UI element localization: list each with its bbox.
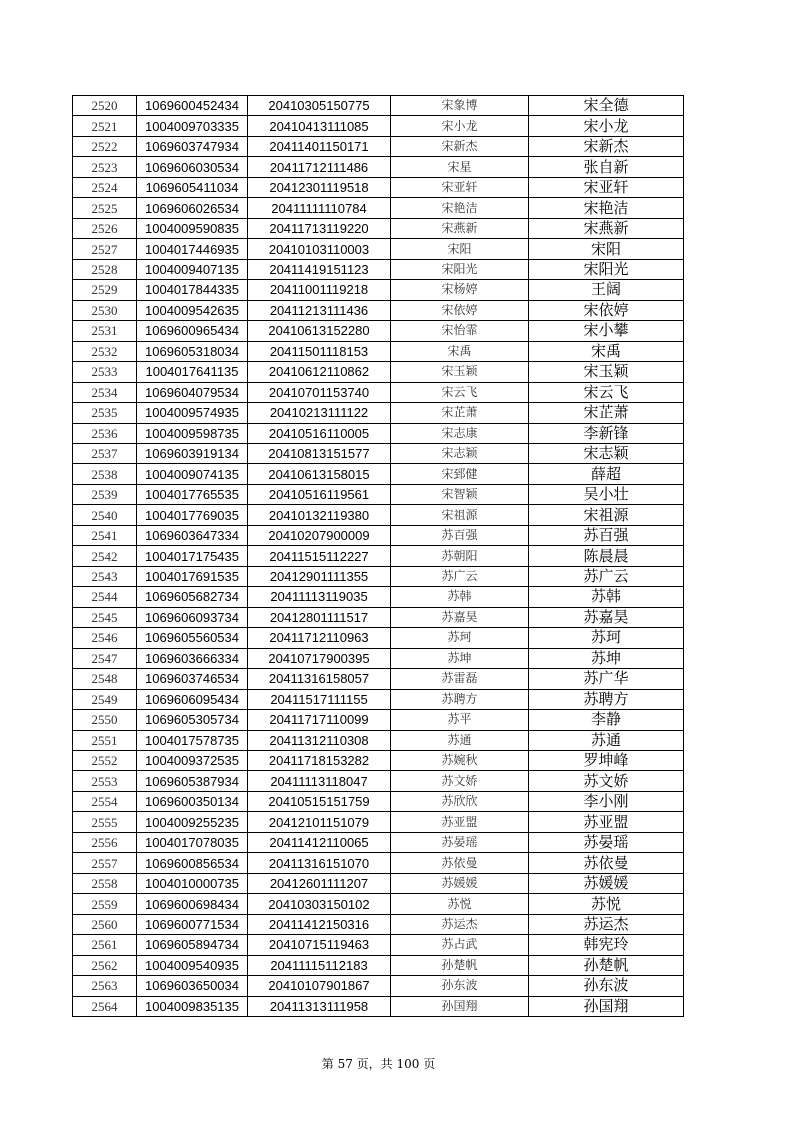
row-number-cell: 2535: [73, 403, 137, 423]
name-cell: 宋阳: [391, 239, 529, 259]
table-row: [73, 955, 684, 975]
name-cell: 苏平: [391, 710, 529, 730]
exam-id-cell: 1004017446935: [137, 239, 248, 259]
name-cell: 苏欣欣: [391, 791, 529, 811]
table-row: [73, 566, 684, 586]
table-row: [73, 976, 684, 996]
row-number-cell: 2526: [73, 218, 137, 238]
row-number-cell: 2561: [73, 935, 137, 955]
row-number-cell: 2537: [73, 443, 137, 463]
ticket-number-cell: 20411412150316: [248, 914, 391, 934]
table-row: [73, 730, 684, 750]
ticket-number-cell: 20411213111436: [248, 300, 391, 320]
row-number-cell: 2543: [73, 566, 137, 586]
name-cell: 宋郅健: [391, 464, 529, 484]
table-row: [73, 751, 684, 771]
row-number-cell: 2545: [73, 607, 137, 627]
ticket-number-cell: 20411712111486: [248, 157, 391, 177]
ticket-number-cell: 20411717110099: [248, 710, 391, 730]
row-number-cell: 2539: [73, 484, 137, 504]
ticket-number-cell: 20412101151079: [248, 812, 391, 832]
exam-id-cell: 1004009598735: [137, 423, 248, 443]
table-row: [73, 96, 684, 116]
ticket-number-cell: 20411313111958: [248, 996, 391, 1016]
exam-id-cell: 1069604079534: [137, 382, 248, 402]
ticket-number-cell: 20410132119380: [248, 505, 391, 525]
table-row: [73, 443, 684, 463]
exam-id-cell: 1004009074135: [137, 464, 248, 484]
name-cell: 孙楚帆: [391, 955, 529, 975]
name-cell: 苏百强: [391, 525, 529, 545]
row-number-cell: 2559: [73, 894, 137, 914]
table-row: [73, 382, 684, 402]
name-cell: 宋依婷: [391, 300, 529, 320]
actual-name-cell: 苏坤: [529, 648, 684, 668]
records-table: [72, 95, 684, 1017]
ticket-number-cell: 20410717900395: [248, 648, 391, 668]
table-row: [73, 136, 684, 156]
actual-name-cell: 宋志颖: [529, 443, 684, 463]
actual-name-cell: 宋依婷: [529, 300, 684, 320]
row-number-cell: 2542: [73, 546, 137, 566]
exam-id-cell: 1004009372535: [137, 751, 248, 771]
row-number-cell: 2532: [73, 341, 137, 361]
actual-name-cell: 陈晨晨: [529, 546, 684, 566]
exam-id-cell: 1069603666334: [137, 648, 248, 668]
table-row: [73, 812, 684, 832]
table-row: [73, 832, 684, 852]
exam-id-cell: 1069606026534: [137, 198, 248, 218]
row-number-cell: 2553: [73, 771, 137, 791]
ticket-number-cell: 20411401150171: [248, 136, 391, 156]
name-cell: 苏依曼: [391, 853, 529, 873]
row-number-cell: 2554: [73, 791, 137, 811]
table-row: [73, 464, 684, 484]
row-number-cell: 2550: [73, 710, 137, 730]
exam-id-cell: 1069603747934: [137, 136, 248, 156]
name-cell: 苏晏瑶: [391, 832, 529, 852]
name-cell: 苏亚盟: [391, 812, 529, 832]
exam-id-cell: 1004010000735: [137, 873, 248, 893]
exam-id-cell: 1069603919134: [137, 443, 248, 463]
actual-name-cell: 宋芷萧: [529, 403, 684, 423]
row-number-cell: 2564: [73, 996, 137, 1016]
ticket-number-cell: 20411312110308: [248, 730, 391, 750]
ticket-number-cell: 20411113118047: [248, 771, 391, 791]
row-number-cell: 2528: [73, 259, 137, 279]
table-row: [73, 587, 684, 607]
name-cell: 孙东波: [391, 976, 529, 996]
actual-name-cell: 宋小攀: [529, 321, 684, 341]
actual-name-cell: 孙楚帆: [529, 955, 684, 975]
actual-name-cell: 苏文娇: [529, 771, 684, 791]
table-row: [73, 853, 684, 873]
actual-name-cell: 宋亚轩: [529, 177, 684, 197]
ticket-number-cell: 20411712110963: [248, 628, 391, 648]
name-cell: 宋芷萧: [391, 403, 529, 423]
table-row: [73, 710, 684, 730]
ticket-number-cell: 20411111110784: [248, 198, 391, 218]
exam-id-cell: 1069600965434: [137, 321, 248, 341]
row-number-cell: 2538: [73, 464, 137, 484]
actual-name-cell: 宋小龙: [529, 116, 684, 136]
actual-name-cell: 李小刚: [529, 791, 684, 811]
actual-name-cell: 宋全德: [529, 96, 684, 116]
row-number-cell: 2558: [73, 873, 137, 893]
actual-name-cell: 孙国翔: [529, 996, 684, 1016]
ticket-number-cell: 20412601111207: [248, 873, 391, 893]
actual-name-cell: 苏韩: [529, 587, 684, 607]
ticket-number-cell: 20412801111517: [248, 607, 391, 627]
exam-id-cell: 1004017578735: [137, 730, 248, 750]
row-number-cell: 2533: [73, 362, 137, 382]
exam-id-cell: 1069603650034: [137, 976, 248, 996]
table-row: [73, 894, 684, 914]
ticket-number-cell: 20411412110065: [248, 832, 391, 852]
name-cell: 宋云飞: [391, 382, 529, 402]
table-row: [73, 791, 684, 811]
actual-name-cell: 李新锋: [529, 423, 684, 443]
name-cell: 苏朝阳: [391, 546, 529, 566]
actual-name-cell: 宋燕新: [529, 218, 684, 238]
table-row: [73, 689, 684, 709]
actual-name-cell: 吴小壮: [529, 484, 684, 504]
table-row: [73, 259, 684, 279]
actual-name-cell: 苏悦: [529, 894, 684, 914]
actual-name-cell: 苏聘方: [529, 689, 684, 709]
ticket-number-cell: 20411113119035: [248, 587, 391, 607]
ticket-number-cell: 20410207900009: [248, 525, 391, 545]
name-cell: 宋燕新: [391, 218, 529, 238]
exam-id-cell: 1069605411034: [137, 177, 248, 197]
actual-name-cell: 宋新杰: [529, 136, 684, 156]
table-row: [73, 914, 684, 934]
ticket-number-cell: 20412901111355: [248, 566, 391, 586]
row-number-cell: 2552: [73, 751, 137, 771]
row-number-cell: 2530: [73, 300, 137, 320]
table-row: [73, 423, 684, 443]
exam-id-cell: 1004017175435: [137, 546, 248, 566]
name-cell: 宋玉颖: [391, 362, 529, 382]
ticket-number-cell: 20410515151759: [248, 791, 391, 811]
name-cell: 苏通: [391, 730, 529, 750]
name-cell: 宋志颖: [391, 443, 529, 463]
name-cell: 苏坤: [391, 648, 529, 668]
table-row: [73, 362, 684, 382]
actual-name-cell: 罗坤峰: [529, 751, 684, 771]
table-row: [73, 546, 684, 566]
row-number-cell: 2522: [73, 136, 137, 156]
name-cell: 宋象博: [391, 96, 529, 116]
exam-id-cell: 1069605387934: [137, 771, 248, 791]
page-footer: 第 57 页，共 100 页: [321, 1057, 436, 1071]
ticket-number-cell: 20410413111085: [248, 116, 391, 136]
row-number-cell: 2523: [73, 157, 137, 177]
table-row: [73, 935, 684, 955]
table-row: [73, 403, 684, 423]
table-row: [73, 280, 684, 300]
row-number-cell: 2529: [73, 280, 137, 300]
name-cell: 苏悦: [391, 894, 529, 914]
ticket-number-cell: 20411718153282: [248, 751, 391, 771]
actual-name-cell: 宋禹: [529, 341, 684, 361]
row-number-cell: 2546: [73, 628, 137, 648]
row-number-cell: 2556: [73, 832, 137, 852]
name-cell: 苏广云: [391, 566, 529, 586]
actual-name-cell: 宋艳洁: [529, 198, 684, 218]
row-number-cell: 2555: [73, 812, 137, 832]
row-number-cell: 2549: [73, 689, 137, 709]
ticket-number-cell: 20411001119218: [248, 280, 391, 300]
name-cell: 苏嘉昊: [391, 607, 529, 627]
row-number-cell: 2544: [73, 587, 137, 607]
row-number-cell: 2547: [73, 648, 137, 668]
exam-id-cell: 1004009590835: [137, 218, 248, 238]
actual-name-cell: 苏媛媛: [529, 873, 684, 893]
ticket-number-cell: 20410516110005: [248, 423, 391, 443]
name-cell: 苏聘方: [391, 689, 529, 709]
ticket-number-cell: 20411316151070: [248, 853, 391, 873]
actual-name-cell: 宋玉颖: [529, 362, 684, 382]
ticket-number-cell: 20410715119463: [248, 935, 391, 955]
table-row: [73, 771, 684, 791]
table-row: [73, 628, 684, 648]
row-number-cell: 2531: [73, 321, 137, 341]
actual-name-cell: 苏晏瑶: [529, 832, 684, 852]
exam-id-cell: 1004017078035: [137, 832, 248, 852]
name-cell: 苏媛媛: [391, 873, 529, 893]
actual-name-cell: 苏百强: [529, 525, 684, 545]
table-row: [73, 648, 684, 668]
table-row: [73, 157, 684, 177]
actual-name-cell: 张自新: [529, 157, 684, 177]
exam-id-cell: 1069600452434: [137, 96, 248, 116]
name-cell: 宋小龙: [391, 116, 529, 136]
actual-name-cell: 薛超: [529, 464, 684, 484]
exam-id-cell: 1004009574935: [137, 403, 248, 423]
exam-id-cell: 1004017769035: [137, 505, 248, 525]
name-cell: 宋艳洁: [391, 198, 529, 218]
exam-id-cell: 1004009407135: [137, 259, 248, 279]
actual-name-cell: 李静: [529, 710, 684, 730]
actual-name-cell: 苏通: [529, 730, 684, 750]
row-number-cell: 2524: [73, 177, 137, 197]
row-number-cell: 2548: [73, 669, 137, 689]
exam-id-cell: 1069605894734: [137, 935, 248, 955]
exam-id-cell: 1069603746534: [137, 669, 248, 689]
ticket-number-cell: 20410305150775: [248, 96, 391, 116]
exam-id-cell: 1004017691535: [137, 566, 248, 586]
exam-id-cell: 1069605318034: [137, 341, 248, 361]
actual-name-cell: 王阔: [529, 280, 684, 300]
row-number-cell: 2540: [73, 505, 137, 525]
name-cell: 苏婉秋: [391, 751, 529, 771]
exam-id-cell: 1069605560534: [137, 628, 248, 648]
name-cell: 宋祖源: [391, 505, 529, 525]
exam-id-cell: 1069600771534: [137, 914, 248, 934]
actual-name-cell: 苏广云: [529, 566, 684, 586]
ticket-number-cell: 20410612110862: [248, 362, 391, 382]
exam-id-cell: 1004017765535: [137, 484, 248, 504]
row-number-cell: 2551: [73, 730, 137, 750]
exam-id-cell: 1069600856534: [137, 853, 248, 873]
ticket-number-cell: 20411517111155: [248, 689, 391, 709]
actual-name-cell: 苏广华: [529, 669, 684, 689]
name-cell: 宋智颖: [391, 484, 529, 504]
table-row: [73, 607, 684, 627]
exam-id-cell: 1069606093734: [137, 607, 248, 627]
name-cell: 宋新杰: [391, 136, 529, 156]
table-row: [73, 177, 684, 197]
exam-id-cell: 1004017844335: [137, 280, 248, 300]
actual-name-cell: 苏珂: [529, 628, 684, 648]
actual-name-cell: 宋祖源: [529, 505, 684, 525]
actual-name-cell: 宋阳: [529, 239, 684, 259]
row-number-cell: 2541: [73, 525, 137, 545]
table-row: [73, 873, 684, 893]
ticket-number-cell: 20410213111122: [248, 403, 391, 423]
table-row: [73, 321, 684, 341]
name-cell: 宋怡霏: [391, 321, 529, 341]
actual-name-cell: 苏运杰: [529, 914, 684, 934]
ticket-number-cell: 20412301119518: [248, 177, 391, 197]
row-number-cell: 2563: [73, 976, 137, 996]
ticket-number-cell: 20411501118153: [248, 341, 391, 361]
records-table-body: [73, 96, 684, 1017]
ticket-number-cell: 20410107901867: [248, 976, 391, 996]
actual-name-cell: 苏亚盟: [529, 812, 684, 832]
ticket-number-cell: 20410103110003: [248, 239, 391, 259]
actual-name-cell: 韩宪玲: [529, 935, 684, 955]
name-cell: 苏运杰: [391, 914, 529, 934]
actual-name-cell: 宋阳光: [529, 259, 684, 279]
exam-id-cell: 1069606095434: [137, 689, 248, 709]
name-cell: 宋杨婷: [391, 280, 529, 300]
exam-id-cell: 1004009542635: [137, 300, 248, 320]
row-number-cell: 2520: [73, 96, 137, 116]
table-row: [73, 341, 684, 361]
row-number-cell: 2536: [73, 423, 137, 443]
actual-name-cell: 宋云飞: [529, 382, 684, 402]
ticket-number-cell: 20411713119220: [248, 218, 391, 238]
name-cell: 苏珂: [391, 628, 529, 648]
name-cell: 宋星: [391, 157, 529, 177]
ticket-number-cell: 20411316158057: [248, 669, 391, 689]
exam-id-cell: 1004009540935: [137, 955, 248, 975]
table-row: [73, 116, 684, 136]
exam-id-cell: 1069606030534: [137, 157, 248, 177]
row-number-cell: 2557: [73, 853, 137, 873]
ticket-number-cell: 20410303150102: [248, 894, 391, 914]
exam-id-cell: 1069600350134: [137, 791, 248, 811]
name-cell: 苏雷磊: [391, 669, 529, 689]
ticket-number-cell: 20411515112227: [248, 546, 391, 566]
row-number-cell: 2527: [73, 239, 137, 259]
name-cell: 宋志康: [391, 423, 529, 443]
table-row: [73, 198, 684, 218]
ticket-number-cell: 20411115112183: [248, 955, 391, 975]
table-row: [73, 505, 684, 525]
ticket-number-cell: 20410813151577: [248, 443, 391, 463]
name-cell: 苏文娇: [391, 771, 529, 791]
name-cell: 宋阳光: [391, 259, 529, 279]
actual-name-cell: 孙东波: [529, 976, 684, 996]
name-cell: 孙国翔: [391, 996, 529, 1016]
ticket-number-cell: 20410613152280: [248, 321, 391, 341]
table-row: [73, 300, 684, 320]
row-number-cell: 2562: [73, 955, 137, 975]
row-number-cell: 2534: [73, 382, 137, 402]
name-cell: 苏占武: [391, 935, 529, 955]
ticket-number-cell: 20410701153740: [248, 382, 391, 402]
name-cell: 宋亚轩: [391, 177, 529, 197]
name-cell: 苏韩: [391, 587, 529, 607]
row-number-cell: 2560: [73, 914, 137, 934]
exam-id-cell: 1004009703335: [137, 116, 248, 136]
table-row: [73, 484, 684, 504]
exam-id-cell: 1004017641135: [137, 362, 248, 382]
name-cell: 宋禹: [391, 341, 529, 361]
exam-id-cell: 1069603647334: [137, 525, 248, 545]
table-row: [73, 525, 684, 545]
table-row: [73, 669, 684, 689]
ticket-number-cell: 20410516119561: [248, 484, 391, 504]
ticket-number-cell: 20411419151123: [248, 259, 391, 279]
table-row: [73, 218, 684, 238]
exam-id-cell: 1069600698434: [137, 894, 248, 914]
actual-name-cell: 苏依曼: [529, 853, 684, 873]
ticket-number-cell: 20410613158015: [248, 464, 391, 484]
exam-id-cell: 1004009835135: [137, 996, 248, 1016]
row-number-cell: 2525: [73, 198, 137, 218]
table-row: [73, 996, 684, 1016]
exam-id-cell: 1069605305734: [137, 710, 248, 730]
table-row: [73, 239, 684, 259]
actual-name-cell: 苏嘉昊: [529, 607, 684, 627]
row-number-cell: 2521: [73, 116, 137, 136]
exam-id-cell: 1069605682734: [137, 587, 248, 607]
exam-id-cell: 1004009255235: [137, 812, 248, 832]
